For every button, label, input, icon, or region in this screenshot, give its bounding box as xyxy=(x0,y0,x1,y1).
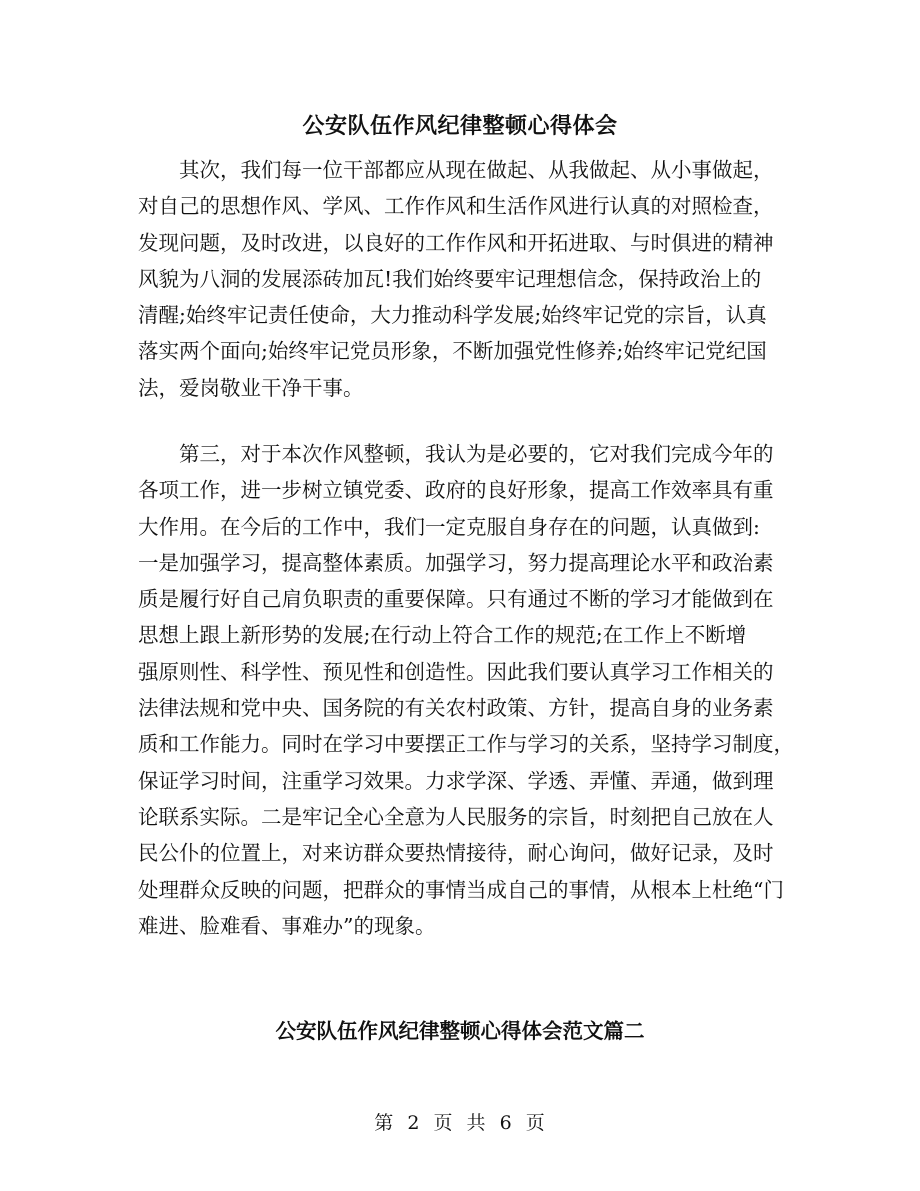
section-subtitle: 公安队伍作风纪律整顿心得体会范文篇二 xyxy=(275,1019,645,1043)
paragraph-1 xyxy=(138,152,788,406)
paragraph-line: 清醒;始终牢记责任使命，大力推动科学发展;始终牢记党的宗旨，认真 xyxy=(138,303,767,328)
footer-suffix: 页 xyxy=(525,1112,546,1134)
paragraph-line: 保证学习时间，注重学习效果。力求学深、学透、弄懂、弄通，做到理 xyxy=(138,768,774,793)
paragraph-line: 处理群众反映的问题，把群众的事情当成自己的事情，从根本上杜绝“门 xyxy=(138,877,784,902)
paragraph-line: 第三，对于本次作风整顿，我认为是必要的，它对我们完成今年的 xyxy=(138,442,774,466)
paragraph-line: 发现问题，及时改进，以良好的工作作风和开拓进取、与时俱进的精神 xyxy=(138,230,774,255)
paragraph-line: 难进、脸难看、事难办”的现象。 xyxy=(138,913,436,938)
footer-total-prefix: 共 xyxy=(466,1112,487,1134)
paragraph-line: 大作用。在今后的工作中，我们一定克服自身存在的问题，认真做到: xyxy=(138,514,760,539)
paragraph-line: 一是加强学习，提高整体素质。加强学习，努力提高理论水平和政治素 xyxy=(138,550,774,575)
paragraph-2 xyxy=(138,436,794,944)
paragraph-line: 民公仆的位置上，对来访群众要热情接待，耐心询问，做好记录，及时 xyxy=(138,841,774,866)
paragraph-line: 落实两个面向;始终牢记党员形象，不断加强党性修养;始终牢记党纪国 xyxy=(138,339,767,364)
paragraph-line: 法律法规和党中央、国务院的有关农村政策、方针，提高自身的业务素 xyxy=(138,696,774,721)
paragraph-line: 法，爱岗敬业干净干事。 xyxy=(138,375,364,400)
paragraph-line: 质和工作能力。同时在学习中要摆正工作与学习的关系，坚持学习制度， xyxy=(138,732,794,757)
document-title: 公安队伍作风纪律整顿心得体会 xyxy=(302,113,618,139)
footer-total-pages: 6 xyxy=(499,1112,513,1134)
paragraph-line: 风貌为八洞的发展添砖加瓦!我们始终要牢记理想信念，保持政治上的 xyxy=(138,266,762,291)
footer-prefix: 第 xyxy=(374,1112,395,1134)
paragraph-line: 论联系实际。二是牢记全心全意为人民服务的宗旨，时刻把自己放在人 xyxy=(138,804,774,829)
page-footer xyxy=(0,1108,920,1138)
paragraph-line: 质是履行好自己肩负职责的重要保障。只有通过不断的学习才能做到在 xyxy=(138,587,774,612)
paragraph-line: 各项工作，进一步树立镇党委、政府的良好形象，提高工作效率具有重 xyxy=(138,478,774,503)
paragraph-line: 强原则性、科学性、预见性和创造性。因此我们要认真学习工作相关的 xyxy=(138,659,774,684)
paragraph-line: 其次，我们每一位干部都应从现在做起、从我做起、从小事做起， xyxy=(138,158,774,182)
footer-current-page: 2 xyxy=(407,1112,421,1134)
paragraph-line: 对自己的思想作风、学风、工作作风和生活作风进行认真的对照检查， xyxy=(138,194,774,219)
paragraph-line: 思想上跟上新形势的发展;在行动上符合工作的规范;在工作上不断增 xyxy=(138,623,747,648)
footer-page-word: 页 xyxy=(433,1112,454,1134)
